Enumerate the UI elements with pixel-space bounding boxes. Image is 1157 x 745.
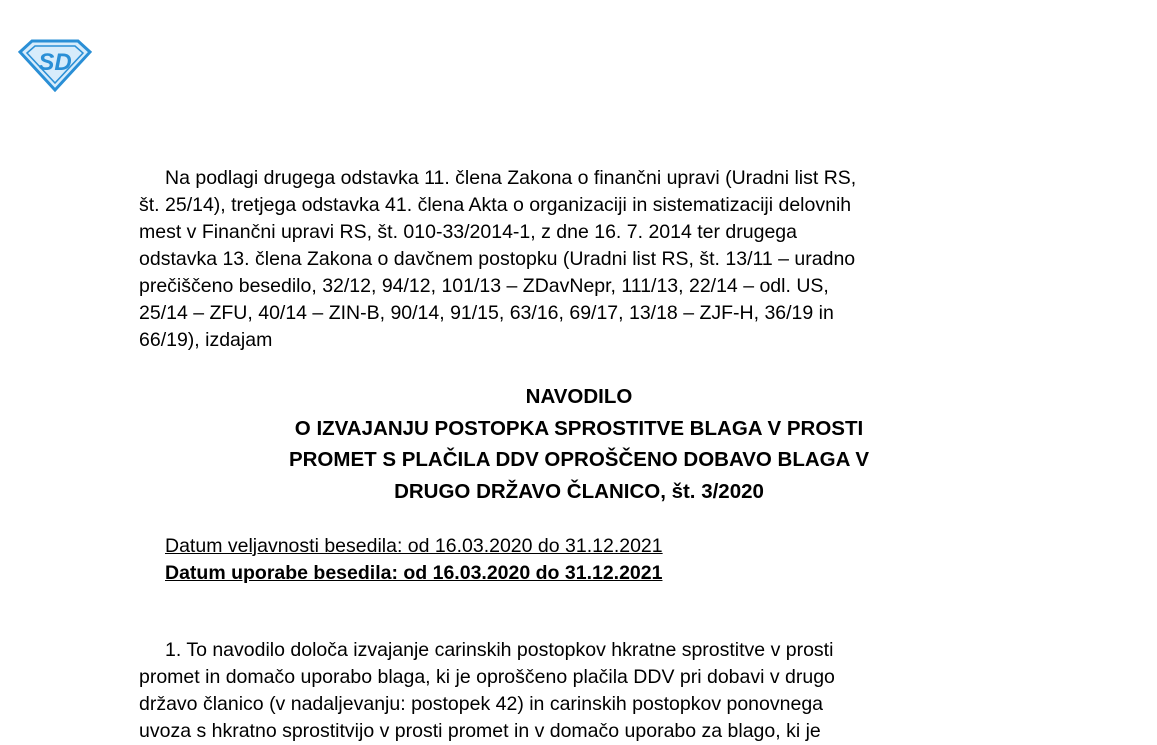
logo-letters: SD [38, 49, 72, 76]
intro-line: prečiščeno besedilo, 32/12, 94/12, 101/13 – ZDavNepr, 111/13, 22/14 – odl. US, [139, 275, 829, 297]
title-line: DRUGO DRŽAVO ČLANICO, št. 3/2020 [394, 479, 764, 503]
application-date: Datum uporabe besedila: od 16.03.2020 do 31.12.2021 [165, 562, 663, 584]
section-1-line: 1. To navodilo določa izvajanje carinskih postopkov hkratne sprostitve v prosti [165, 639, 834, 661]
section-1-line: državo članico (v nadaljevanju: postopek 42) in carinskih postopkov ponovnega [139, 693, 824, 715]
title-line: PROMET S PLAČILA DDV OPROŠČENO DOBAVO BLAGA V [288, 448, 870, 471]
intro-line: mest v Finančni upravi RS, št. 010-33/2014-1, z dne 16. 7. 2014 ter drugega [139, 221, 797, 243]
intro-line: 25/14 – ZFU, 40/14 – ZIN-B, 90/14, 91/15, 63/16, 69/17, 13/18 – ZJF-H, 36/19 in [139, 302, 834, 324]
section-1-line: uvoza s hkratno sprostitvijo v prosti promet in v domačo uporabo za blago, ki je [139, 720, 821, 742]
intro-line: 66/19), izdajam [139, 329, 273, 351]
section-1-line: promet in domačo uporabo blaga, ki je oproščeno plačila DDV pri dobavi v drugo [139, 666, 835, 688]
sd-logo [18, 38, 92, 92]
section-1-paragraph [139, 637, 1019, 745]
title-line: O IZVAJANJU POSTOPKA SPROSTITVE BLAGA V PROSTI [294, 416, 864, 440]
document-title [139, 381, 1019, 507]
intro-line: št. 25/14), tretjega odstavka 41. člena Akta o organizaciji in sistematizaciji delovnih [139, 194, 852, 216]
validity-date: Datum veljavnosti besedila: od 16.03.2020 do 31.12.2021 [165, 535, 663, 557]
title-line: NAVODILO [525, 385, 633, 408]
intro-line: Na podlagi drugega odstavka 11. člena Zakona o finančni upravi (Uradni list RS, [165, 167, 857, 189]
intro-line: odstavka 13. člena Zakona o davčnem postopku (Uradni list RS, št. 13/11 – uradno [139, 248, 856, 270]
date-block [165, 533, 663, 587]
intro-paragraph [139, 165, 1019, 354]
